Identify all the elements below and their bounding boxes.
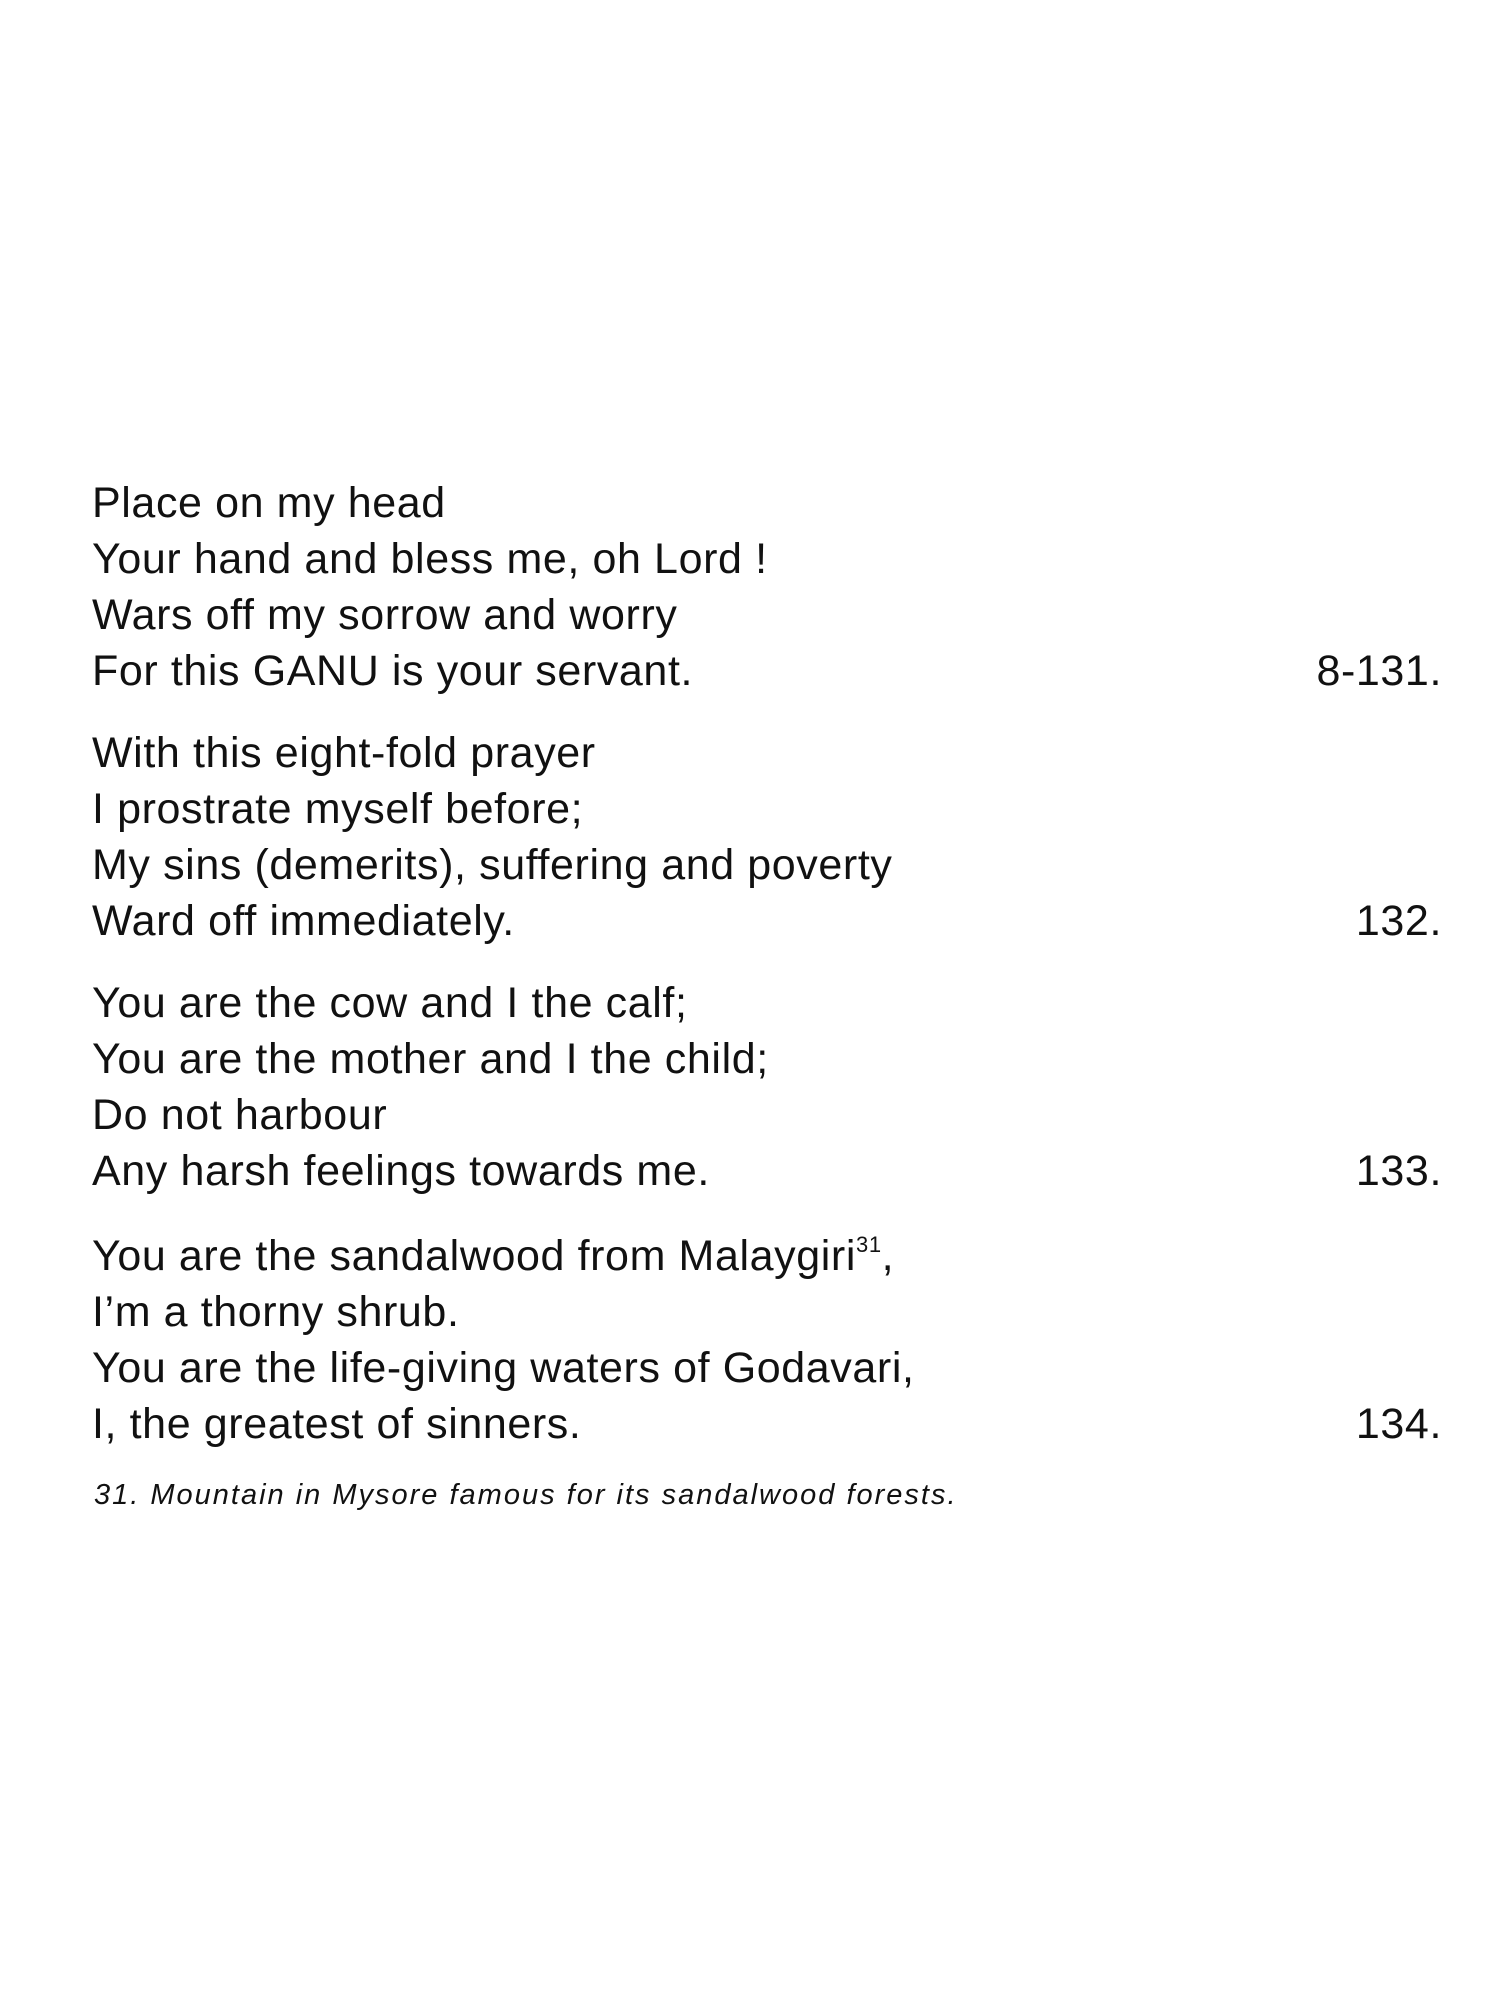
verse-line-text: I, the greatest of sinners.: [92, 1400, 582, 1448]
verse-line-text: You are the sandalwood from Malaygiri: [92, 1232, 856, 1280]
verse-line: Your hand and bless me, oh Lord !: [92, 535, 768, 583]
stanza-131: [92, 475, 1442, 699]
verse-line: [92, 1228, 1442, 1284]
verse-number: 8-131.: [1316, 647, 1442, 695]
verse-line: My sins (demerits), suffering and poverty: [92, 841, 893, 889]
stanza-134: [92, 1228, 1442, 1452]
verse-line-last: [92, 1143, 1442, 1199]
verse-line: Do not harbour: [92, 1091, 388, 1139]
verse-line-last: [92, 643, 1442, 699]
stanza-132: [92, 725, 1442, 949]
footnote: 31. Mountain in Mysore famous for its sandalwood forests.: [94, 1479, 958, 1511]
verse-line: You are the cow and I the calf;: [92, 979, 688, 1027]
verse-line: You are the life-giving waters of Godavari,: [92, 1344, 915, 1392]
verse-line: Place on my head: [92, 479, 446, 527]
verse-line-last: [92, 1396, 1442, 1452]
verse-line-text: Ward off immediately.: [92, 897, 515, 945]
verse-line-text: Any harsh feelings towards me.: [92, 1147, 710, 1195]
verse-line-text: For this GANU is your servant.: [92, 647, 694, 695]
verse-line-last: [92, 893, 1442, 949]
verse-number: 134.: [1355, 1400, 1442, 1448]
verse-line: With this eight-fold prayer: [92, 729, 596, 777]
verse-line: I’m a thorny shrub.: [92, 1288, 460, 1336]
verse-line: Wars off my sorrow and worry: [92, 591, 678, 639]
footnote-reference[interactable]: 31: [855, 1232, 882, 1257]
verse-number: 132.: [1355, 897, 1442, 945]
stanza-133: [92, 975, 1442, 1199]
verse-line-punctuation: ,: [881, 1232, 895, 1280]
verse-number: 133.: [1355, 1147, 1442, 1195]
verse-line: I prostrate myself before;: [92, 785, 584, 833]
verse-line: You are the mother and I the child;: [92, 1035, 769, 1083]
